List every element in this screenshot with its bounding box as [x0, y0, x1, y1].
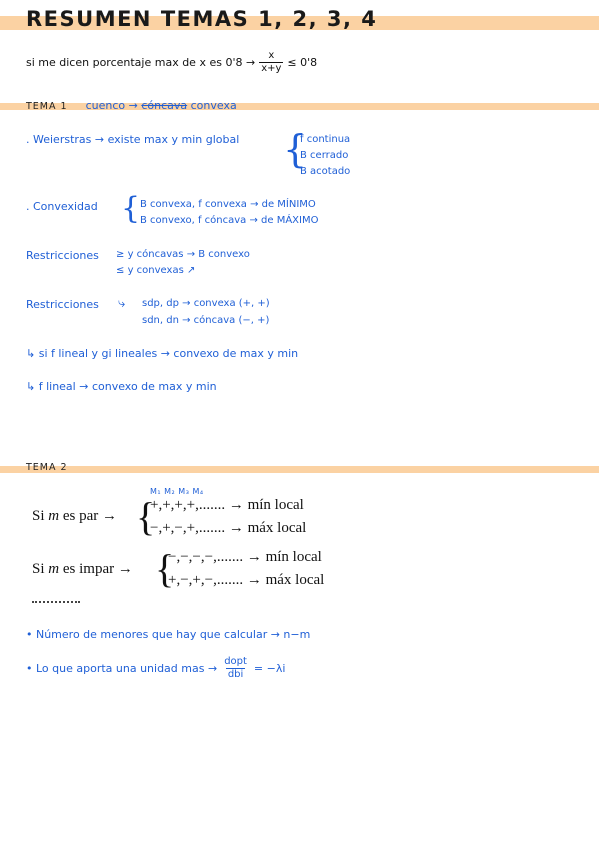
restricciones1-line-2 — [116, 265, 195, 276]
tema1-subtitle-b: convexa — [190, 99, 237, 112]
par-label-post: es par → — [62, 508, 118, 524]
tema1-subtitle — [86, 99, 237, 112]
impar-label-pre: Si — [32, 561, 45, 577]
tema1-note-2: ↳ f lineal → convexo de max y min — [26, 380, 217, 393]
convexidad-line-2: B convexo, f cóncava → de MÁXIMO — [140, 215, 319, 226]
intro-text: si me dicen porcentaje max de x es 0'8 → — [26, 56, 256, 69]
page-title: RESUMEN TEMAS 1, 2, 3, 4 — [26, 7, 378, 31]
bullet-unidad-fraction — [222, 656, 249, 681]
tema1-subtitle-struck: cóncava — [141, 99, 188, 112]
par-row-2: −,+,−,+,....... → máx local — [150, 520, 307, 536]
impar-label — [32, 561, 133, 578]
impar-row-2: +,−,+,−,....... → máx local — [168, 572, 325, 588]
restricciones1-text-1: y cóncavas → B convexo — [127, 249, 250, 260]
weierstrass-cond-1: f continua — [300, 134, 351, 145]
restricciones2-branch-icon: ⤷ — [118, 296, 126, 311]
restricciones1-line-1 — [116, 249, 250, 260]
bullet-unidad-rhs: = −λi — [253, 662, 286, 675]
weierstrass-cond-2: B cerrado — [300, 150, 349, 161]
impar-label-m: m — [48, 561, 60, 577]
restricciones1-label: Restricciones — [26, 249, 99, 262]
tema2-highlight — [0, 466, 599, 473]
tema1-subtitle-a: cuenco → — [85, 99, 138, 112]
bullet-menores: • Número de menores que hay que calcular → n−m — [26, 628, 311, 641]
impar-brace: { — [155, 546, 175, 591]
intro-frac-den: x+y — [261, 63, 282, 74]
restricciones1-sym-1: ≥ — [116, 249, 125, 260]
bullet-frac-den: dbi — [227, 669, 244, 680]
par-label-m: m — [48, 508, 60, 524]
intro-rhs: ≤ 0'8 — [287, 56, 318, 69]
weierstrass-brace: { — [283, 127, 308, 171]
intro-line — [26, 50, 317, 75]
tema1-heading-row — [26, 99, 237, 112]
impar-label-post: es impar → — [62, 561, 133, 577]
weierstrass-cond-3: B acotado — [300, 166, 351, 177]
minor-labels: M₁ M₂ M₃ M₄ — [150, 487, 204, 496]
tema2-heading: TEMA 2 — [26, 462, 68, 473]
restricciones2-label: Restricciones — [26, 298, 99, 311]
restricciones2-line-1: sdp, dp → convexa (+, +) — [142, 298, 270, 309]
weierstrass-text: . Weierstras → existe max y min global — [26, 133, 240, 146]
intro-fraction — [259, 50, 283, 75]
bullet-frac-num: dopt — [224, 656, 247, 667]
impar-row-1: −,−,−,−,....... → mín local — [168, 549, 322, 565]
intro-frac-num: x — [268, 50, 275, 61]
cutoff-fragment — [32, 601, 80, 606]
tema1-heading: TEMA 1 — [26, 101, 68, 112]
restricciones2-line-2: sdn, dn → cóncava (−, +) — [142, 315, 270, 326]
bullet-unidad — [26, 656, 285, 681]
par-label — [32, 508, 117, 525]
restricciones1-text-2: y convexas ↗ — [127, 265, 196, 276]
restricciones1-sym-2: ≤ — [116, 265, 125, 276]
convexidad-brace: { — [121, 191, 141, 226]
tema1-note-1: ↳ si f lineal y gi lineales → convexo de max y min — [26, 347, 299, 360]
bullet-unidad-text: • Lo que aporta una unidad mas → — [26, 662, 218, 675]
par-brace: { — [136, 494, 156, 539]
convexidad-line-1: B convexa, f convexa → de MÍNIMO — [140, 199, 316, 210]
par-label-pre: Si — [32, 508, 45, 524]
par-row-1: +,+,+,+,....... → mín local — [150, 497, 304, 513]
convexidad-label: . Convexidad — [26, 200, 98, 213]
